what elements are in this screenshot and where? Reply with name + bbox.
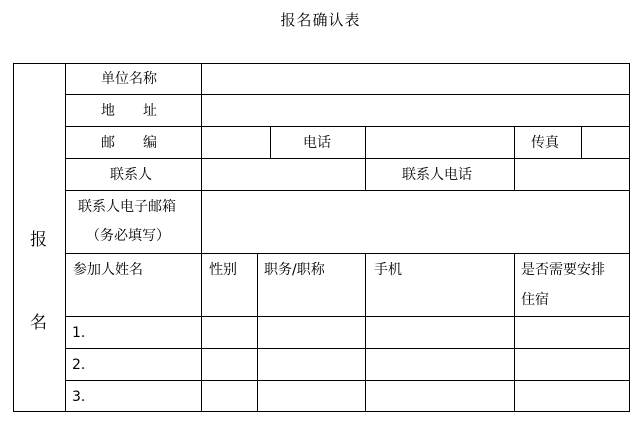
field-fax[interactable] [583,128,628,157]
header-mobile: 手机 [374,262,402,278]
header-accommodation: 是否需要安排 [521,262,605,278]
label-unit-name: 单位名称 [101,71,157,87]
field-contact-phone[interactable] [516,160,628,189]
label-email-note: （务必填写） [86,228,170,244]
label-contact-email: 联系人电子邮箱 [78,199,176,215]
field-unit-name[interactable] [203,65,628,93]
side-label-bao: 报 [30,230,47,250]
label-contact-phone: 联系人电话 [402,167,472,183]
field-phone[interactable] [367,128,513,157]
header-participant-name: 参加人姓名 [73,262,143,278]
label-address: 地 址 [101,103,157,119]
row-number-1: 1. [72,325,86,341]
field-address[interactable] [203,96,628,125]
label-phone: 电话 [303,135,331,151]
label-postcode: 邮 编 [101,135,157,151]
field-contact[interactable] [203,160,364,189]
header-title: 职务/职称 [264,262,325,278]
row-number-3: 3. [72,389,86,405]
form-title: 报名确认表 [280,11,361,29]
label-fax: 传真 [531,135,559,151]
side-label-ming: 名 [30,313,47,333]
label-contact: 联系人 [110,167,152,183]
field-postcode[interactable] [203,128,269,157]
field-contact-email[interactable] [203,192,628,252]
registration-form [13,63,630,412]
header-gender: 性别 [209,262,237,278]
row-number-2: 2. [72,357,86,373]
header-accommodation-line2: 住宿 [521,292,549,308]
